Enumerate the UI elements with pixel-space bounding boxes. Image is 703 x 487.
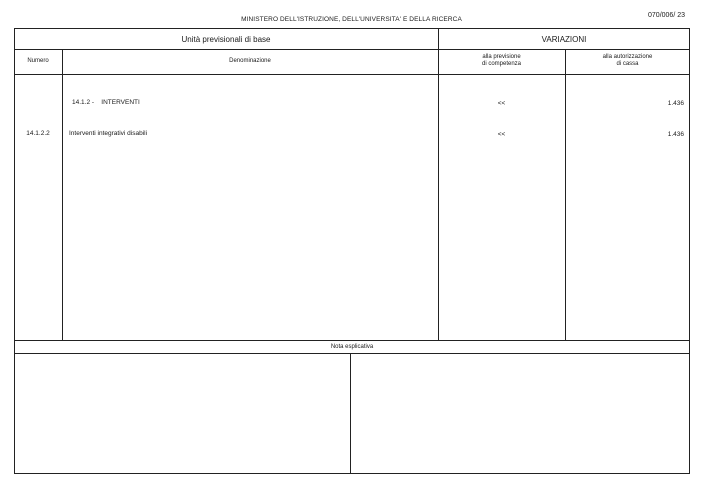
table-row-1-cassa: 1.436 — [667, 100, 684, 107]
table-row-1-denominazione: 14.1.2 - INTERVENTI — [72, 99, 140, 106]
column-header-cassa-line1: alla autorizzazione — [602, 54, 653, 60]
group-header-divider — [14, 49, 690, 50]
group-header-ubp: Unità previsionali di base — [181, 35, 271, 44]
variazioni-divider — [438, 28, 439, 340]
table-row-2-numero: 14.1.2.2 — [26, 130, 50, 137]
table-row-1-competenza: << — [497, 100, 506, 107]
column-header-competenza — [438, 54, 565, 68]
column-header-divider — [14, 74, 690, 75]
notes-title: Nota esplicativa — [330, 344, 374, 350]
page-title: MINISTERO DELL'ISTRUZIONE, DELL'UNIVERSITA' E DELLA RICERCA — [241, 16, 462, 23]
notes-left-panel — [15, 354, 350, 473]
column-header-numero: Numero — [27, 58, 49, 64]
column-header-cassa-line2: di cassa — [616, 61, 639, 67]
column-header-competenza-line2: di competenza — [481, 61, 522, 67]
page-code: 070/006/ 23 — [648, 12, 685, 19]
cassa-column-divider — [565, 49, 566, 340]
column-header-cassa — [565, 54, 690, 68]
table-row-2-competenza: << — [497, 131, 506, 138]
group-header-variazioni: VARIAZIONI — [541, 35, 587, 44]
column-header-denominazione: Denominazione — [229, 58, 271, 64]
column-header-competenza-line1: alla previsione — [482, 54, 521, 60]
table-row-2-denominazione: Interventi integrativi disabili — [69, 130, 148, 137]
numero-column-divider — [62, 49, 63, 340]
notes-right-panel — [351, 354, 689, 473]
table-row-2-cassa: 1.436 — [667, 131, 684, 138]
notes-top-divider — [14, 340, 690, 341]
